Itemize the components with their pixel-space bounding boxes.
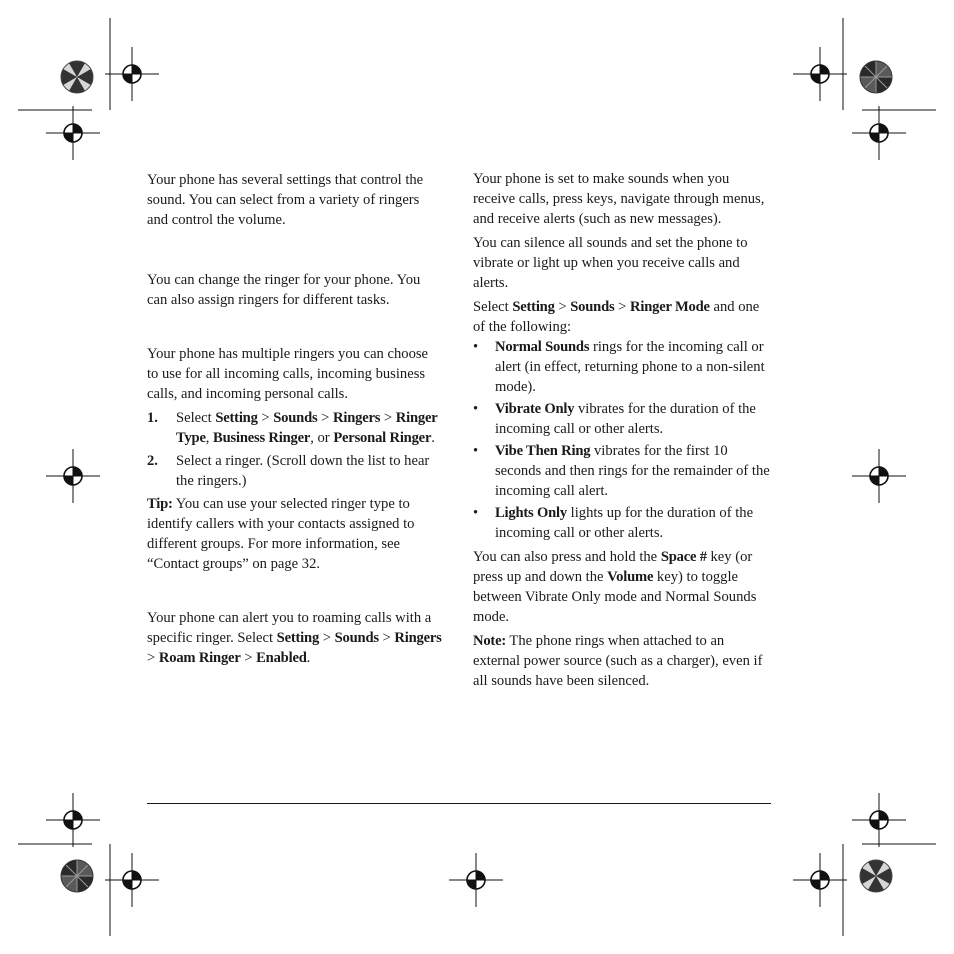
- mode-item: [473, 399, 771, 439]
- roam-text: >: [240, 650, 257, 666]
- mode-item: [473, 503, 771, 543]
- toggle-paragraph: [473, 547, 771, 627]
- step-text: >: [380, 410, 396, 426]
- menu-personal-ringer: Personal Ringer: [333, 430, 432, 446]
- tip-label: Tip:: [147, 496, 173, 512]
- mode-desc: vibrates for the first 10 seconds and then rings for the remainder of the incoming call alert.: [495, 443, 770, 499]
- bullet: •: [473, 505, 479, 521]
- sound-intro-paragraph: Your phone has several settings that control the sound. You can select from a variety of ringers and control the volume.: [147, 172, 424, 228]
- right-column: [473, 169, 771, 691]
- menu-enabled: Enabled: [256, 650, 307, 666]
- step-item: [147, 408, 442, 448]
- step-text: , or: [310, 430, 334, 446]
- tip-text: You can use your selected ringer type to identify callers with your contacts assigned to different groups. For more information, see “Contact groups” on page 32.: [147, 496, 415, 572]
- mode-desc: rings for the incoming call or alert (in effect, returning phone to a non-silent mode).: [495, 339, 765, 395]
- mode-desc: lights up for the duration of the incoming call or other alerts.: [495, 505, 754, 541]
- step-number: 1.: [147, 410, 158, 426]
- note-paragraph: [473, 631, 771, 691]
- roam-text: >: [378, 630, 395, 646]
- mode-item: [473, 441, 771, 501]
- select-text: >: [614, 299, 631, 315]
- menu-setting: Setting: [215, 410, 258, 426]
- step-text: ,: [205, 430, 214, 446]
- menu-setting: Setting: [276, 630, 320, 646]
- step-number: 2.: [147, 453, 158, 469]
- multiple-ringers-paragraph: Your phone has multiple ringers you can choose to use for all incoming calls, incoming business calls, and incoming personal calls.: [147, 346, 429, 402]
- change-ringer-paragraph: You can change the ringer for your phone. You can also assign ringers for different tasks.: [147, 272, 421, 308]
- key-volume: Volume: [607, 569, 654, 585]
- toggle-text: You can also press and hold the: [473, 549, 661, 565]
- mode-desc: vibrates for the duration of the incoming call or other alerts.: [495, 401, 756, 437]
- menu-ringers: Ringers: [394, 630, 442, 646]
- sounds-intro-paragraph: Your phone is set to make sounds when you receive calls, press keys, navigate through menus, and receive alerts (such as new messages).: [473, 171, 765, 227]
- menu-ringer-type: Ringer Type: [176, 410, 438, 446]
- mode-name: Lights Only: [495, 505, 568, 521]
- note-label: Note:: [473, 633, 507, 649]
- bullet: •: [473, 401, 479, 417]
- step-item: [147, 451, 442, 491]
- left-column: [147, 170, 442, 668]
- menu-setting: Setting: [512, 299, 555, 315]
- mode-item: [473, 337, 771, 397]
- menu-sounds: Sounds: [273, 410, 318, 426]
- step-text: Select a ringer. (Scroll down the list to hear the ringers.): [176, 453, 430, 489]
- silence-paragraph: You can silence all sounds and set the phone to vibrate or light up when you receive calls and alerts.: [473, 235, 748, 291]
- toggle-text: key) to toggle between Vibrate Only mode and Normal Sounds mode.: [473, 569, 757, 625]
- menu-sounds: Sounds: [334, 630, 379, 646]
- ringer-mode-paragraph: [473, 297, 771, 337]
- bullet: •: [473, 443, 479, 459]
- roam-text: >: [147, 650, 159, 666]
- mode-name: Vibrate Only: [495, 401, 575, 417]
- menu-ringers: Ringers: [333, 410, 381, 426]
- step-text: .: [431, 430, 435, 446]
- step-text: >: [257, 410, 274, 426]
- menu-ringer-mode: Ringer Mode: [630, 299, 710, 315]
- step-text: >: [317, 410, 334, 426]
- bullet: •: [473, 339, 479, 355]
- key-space-hash: Space #: [660, 549, 707, 565]
- step-text: Select: [176, 410, 216, 426]
- note-text: The phone rings when attached to an external power source (such as a charger), even if all sounds have been silenced.: [473, 633, 763, 689]
- tip-paragraph: [147, 494, 442, 574]
- footer-rule: [147, 803, 771, 804]
- menu-roam-ringer: Roam Ringer: [158, 650, 241, 666]
- ringer-steps-list: [147, 408, 442, 491]
- ringer-mode-list: [473, 337, 771, 543]
- select-text: >: [554, 299, 571, 315]
- select-text: and one of the following:: [473, 299, 760, 335]
- select-text: Select: [473, 299, 513, 315]
- roam-text: >: [319, 630, 335, 646]
- menu-business-ringer: Business Ringer: [213, 430, 311, 446]
- roam-text: Your phone can alert you to roaming calls with a specific ringer. Select: [147, 610, 432, 646]
- mode-name: Normal Sounds: [495, 339, 590, 355]
- menu-sounds: Sounds: [570, 299, 615, 315]
- roam-text: .: [306, 650, 311, 666]
- toggle-text: key (or press up and down the: [473, 549, 753, 585]
- mode-name: Vibe Then Ring: [495, 443, 591, 459]
- roam-ringer-paragraph: [147, 608, 442, 668]
